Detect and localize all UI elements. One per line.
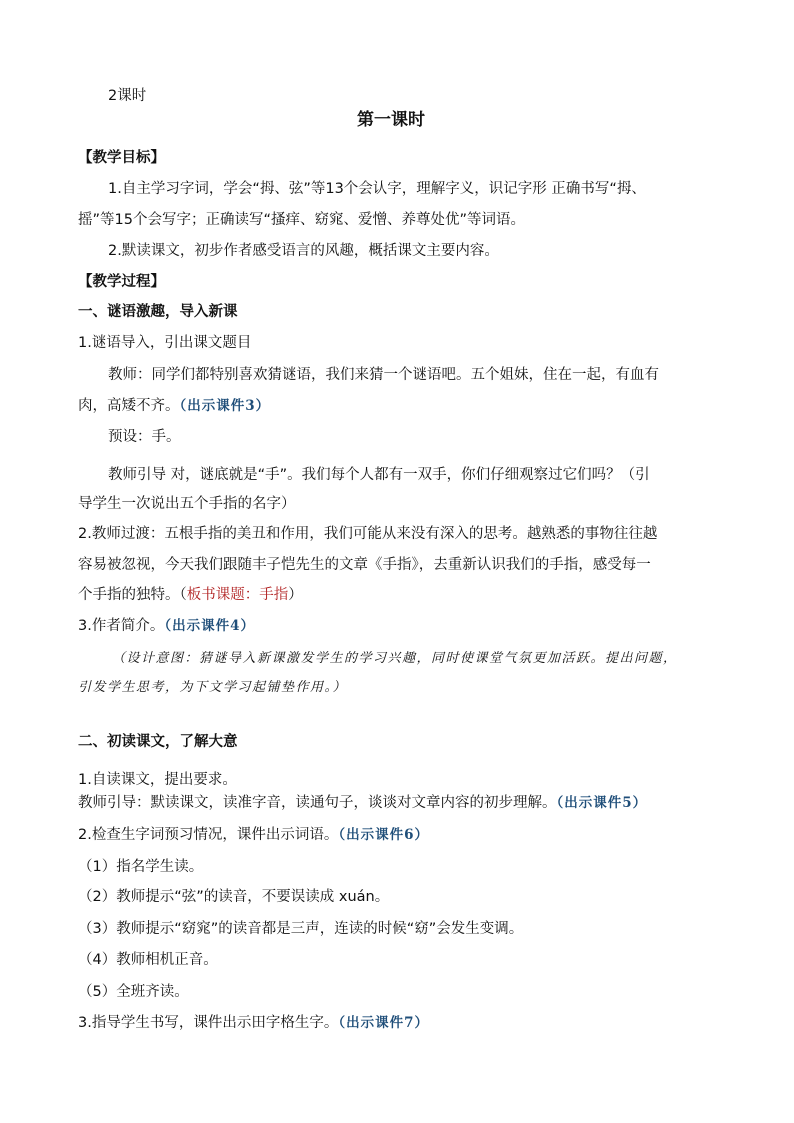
- section-1-step-2-line-1: 2.教师过渡：五根手指的美丑和作用，我们可能从来没有深入的思考。越熟悉的事物往往越: [78, 526, 658, 542]
- step-2-line-3-b: ）: [288, 587, 303, 603]
- section-2-step-2-text: 2.检查生字词预习情况，课件出示词语。: [78, 827, 339, 843]
- section-2-guide-text: 教师引导：默读课文，读准字音，读通句子，谈谈对文章内容的初步理解。: [78, 795, 557, 811]
- section-1-step-1: 1.谜语导入，引出课文题目: [78, 335, 252, 351]
- objective-2: 2.默读课文，初步作者感受语言的风趣，概括课文主要内容。: [108, 243, 499, 259]
- objective-1-line-1: 1.自主学习字词，学会“拇、弦”等13个会认字，理解字义，识记字形 正确书写“拇、: [108, 181, 646, 197]
- process-heading: 【教学过程】: [78, 274, 165, 290]
- section-2-heading: 二、初读课文，了解大意: [78, 734, 238, 750]
- step-2-line-3-a: 个手指的独特。（: [78, 587, 187, 603]
- author-intro: 3.作者简介。: [78, 618, 165, 634]
- teacher-line-2-text: 肉，高矮不齐。: [78, 398, 180, 414]
- section-2-step-3-text: 3.指导学生书写，课件出示田字格生字。: [78, 1015, 339, 1031]
- courseware-ref-7: （出示课件7）: [338, 1015, 429, 1031]
- guide-line-1: 教师引导 对，谜底就是“手”。我们每个人都有一双手，你们仔细观察过它们吗？（引: [108, 467, 650, 483]
- design-intent-line-1: （设计意图：猜谜导入新课激发学生的学习兴趣，同时使课堂气氛更加活跃。提出问题，: [112, 651, 678, 666]
- section-2-step-2: [78, 825, 429, 845]
- courseware-ref-4: （出示课件4）: [164, 618, 255, 634]
- design-intent-line-2: 引发学生思考，为下文学习起铺垫作用。）: [78, 680, 348, 695]
- section-1-step-2-line-2: 容易被忽视，今天我们跟随丰子恺先生的文章《手指》，去重新认识我们的手指，感受每一: [78, 557, 651, 573]
- lesson-title: 第一课时: [357, 110, 425, 130]
- sub-step-3: （3）教师提示“窈窕”的读音都是三声，连读的时候“窈”会发生变调。: [78, 921, 524, 937]
- section-2-guide: [78, 793, 647, 813]
- teacher-line-2: [78, 396, 270, 416]
- objective-1-line-2: 摇”等15个会写字；正确读写“搔痒、窈窕、爱憎、养尊处优”等词语。: [78, 212, 525, 228]
- courseware-ref-6: （出示课件6）: [338, 827, 429, 843]
- courseware-ref-5: （出示课件5）: [556, 795, 648, 811]
- section-2-step-1: 1.自读课文，提出要求。: [78, 772, 237, 788]
- sub-step-2: （2）教师提示“弦”的读音，不要误读成 xuán。: [78, 889, 390, 905]
- guide-line-2: 导学生一次说出五个手指的名字）: [78, 496, 296, 512]
- section-1-heading: 一、谜语激趣，导入新课: [78, 304, 238, 320]
- sub-step-1: （1）指名学生读。: [78, 859, 204, 875]
- sub-step-4: （4）教师相机正音。: [78, 952, 218, 968]
- sub-step-5: （5）全班齐读。: [78, 984, 189, 1000]
- objectives-heading: 【教学目标】: [78, 150, 165, 166]
- section-1-step-2-line-3: [78, 585, 303, 605]
- section-1-step-3: [78, 616, 255, 636]
- lesson-count: 2课时: [108, 88, 147, 104]
- board-writing-title: 板书课题：手指: [186, 587, 289, 603]
- teacher-line-1: 教师：同学们都特别喜欢猜谜语，我们来猜一个谜语吧。五个姐妹，住在一起，有血有: [108, 367, 659, 383]
- courseware-ref-3: （出示课件3）: [179, 398, 271, 414]
- preset-answer: 预设：手。: [108, 429, 181, 445]
- section-2-step-3: [78, 1013, 429, 1033]
